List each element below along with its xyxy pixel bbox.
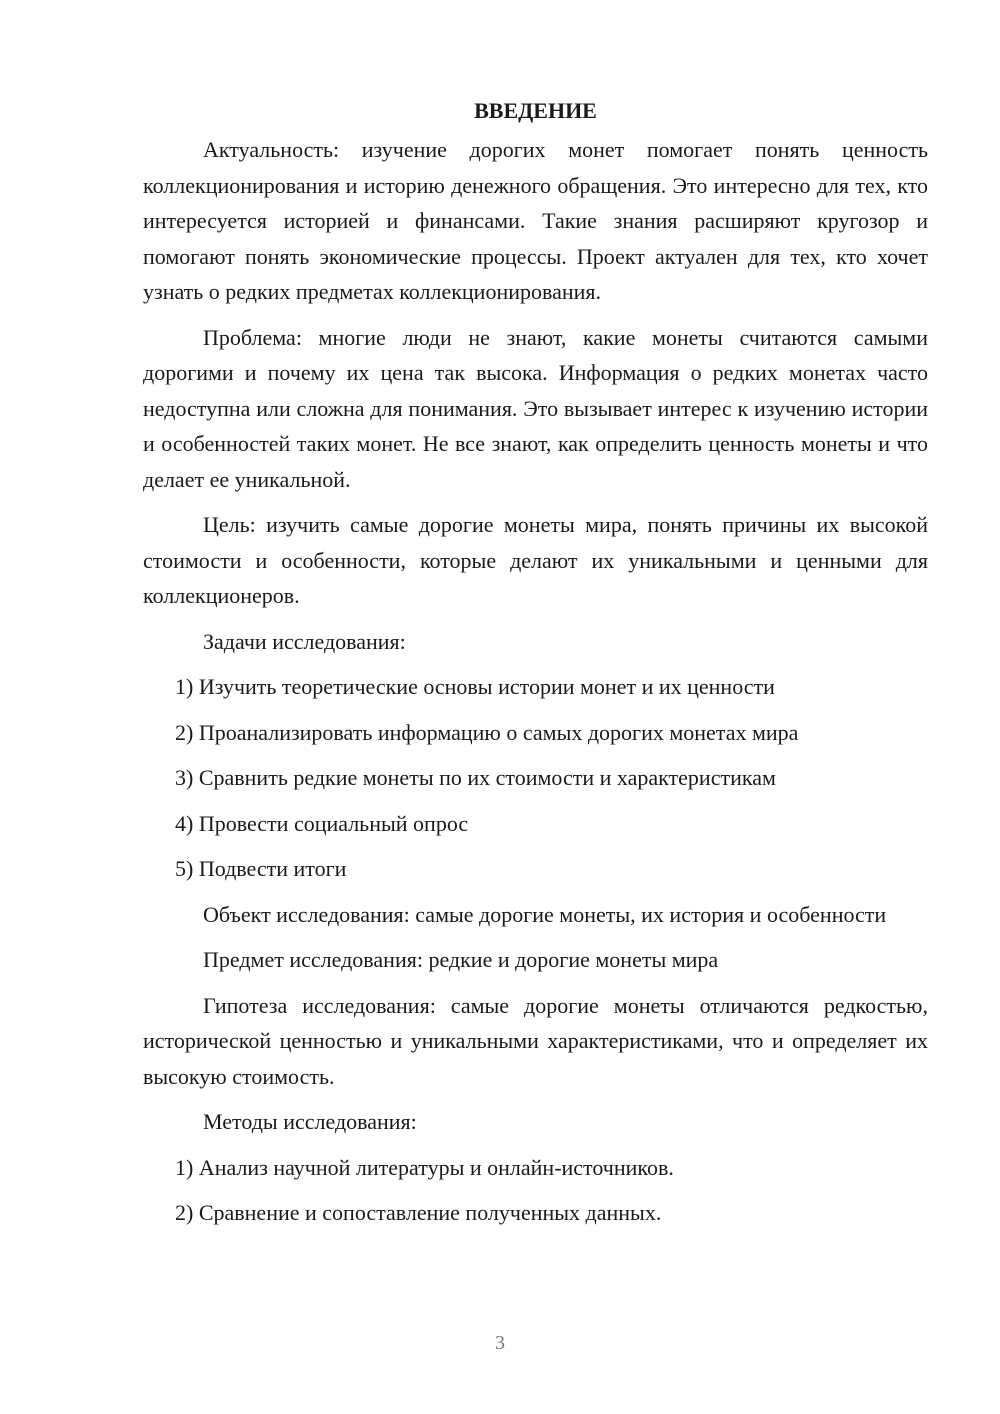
- tasks-list: [143, 669, 928, 887]
- task-item: 4) Провести социальный опрос: [175, 810, 469, 836]
- task-item: 3) Сравнить редкие монеты по их стоимости и характеристикам: [175, 765, 776, 790]
- problem-paragraph: Проблема: многие люди не знают, какие монеты считаются самыми дорогими и почему их цена так высока. Информация о редких монетах часто недоступна или сложна для понимания. Это вызывает интерес к изучению истории и особенностей таких монет. Не все знают, как определить ценность монеты и что делает ее уникальной.: [143, 324, 928, 492]
- task-item: 1) Изучить теоретические основы истории монет и их ценности: [175, 674, 775, 699]
- methods-title: Методы исследования:: [203, 1109, 417, 1134]
- task-item: 2) Проанализировать информацию о самых дорогих монетах мира: [175, 719, 799, 745]
- section-heading: ВВЕДЕНИЕ: [474, 98, 597, 123]
- hypothesis-paragraph: Гипотеза исследования: самые дорогие монеты отличаются редкостью, исторической ценностью и уникальными характеристиками, что и определяет их высокую стоимость.: [143, 992, 928, 1089]
- page-number: 3: [495, 1332, 505, 1354]
- relevance-paragraph: Актуальность: изучение дорогих монет помогает понять ценность коллекционирования и историю денежного обращения. Это интересно для тех, кто интересуется историей и финансами. Такие знания расширяют кругозор и помогают понять экономические процессы. Проект актуален для тех, кто хочет узнать о редких предметах коллекционирования.: [143, 137, 928, 304]
- subject-paragraph: Предмет исследования: редкие и дорогие монеты мира: [203, 947, 719, 972]
- method-item: 2) Сравнение и сопоставление полученных данных.: [175, 1200, 662, 1225]
- task-item: 5) Подвести итоги: [175, 856, 347, 881]
- method-item: 1) Анализ научной литературы и онлайн-источников.: [175, 1154, 674, 1180]
- object-paragraph: Объект исследования: самые дорогие монеты, их история и особенности: [203, 901, 887, 927]
- methods-list: [143, 1150, 928, 1231]
- document-page: [143, 94, 928, 1241]
- goal-paragraph: Цель: изучить самые дорогие монеты мира, понять причины их высокой стоимости и особенности, которые делают их уникальными и ценными для коллекционеров.: [143, 512, 928, 608]
- tasks-title: Задачи исследования:: [203, 628, 406, 654]
